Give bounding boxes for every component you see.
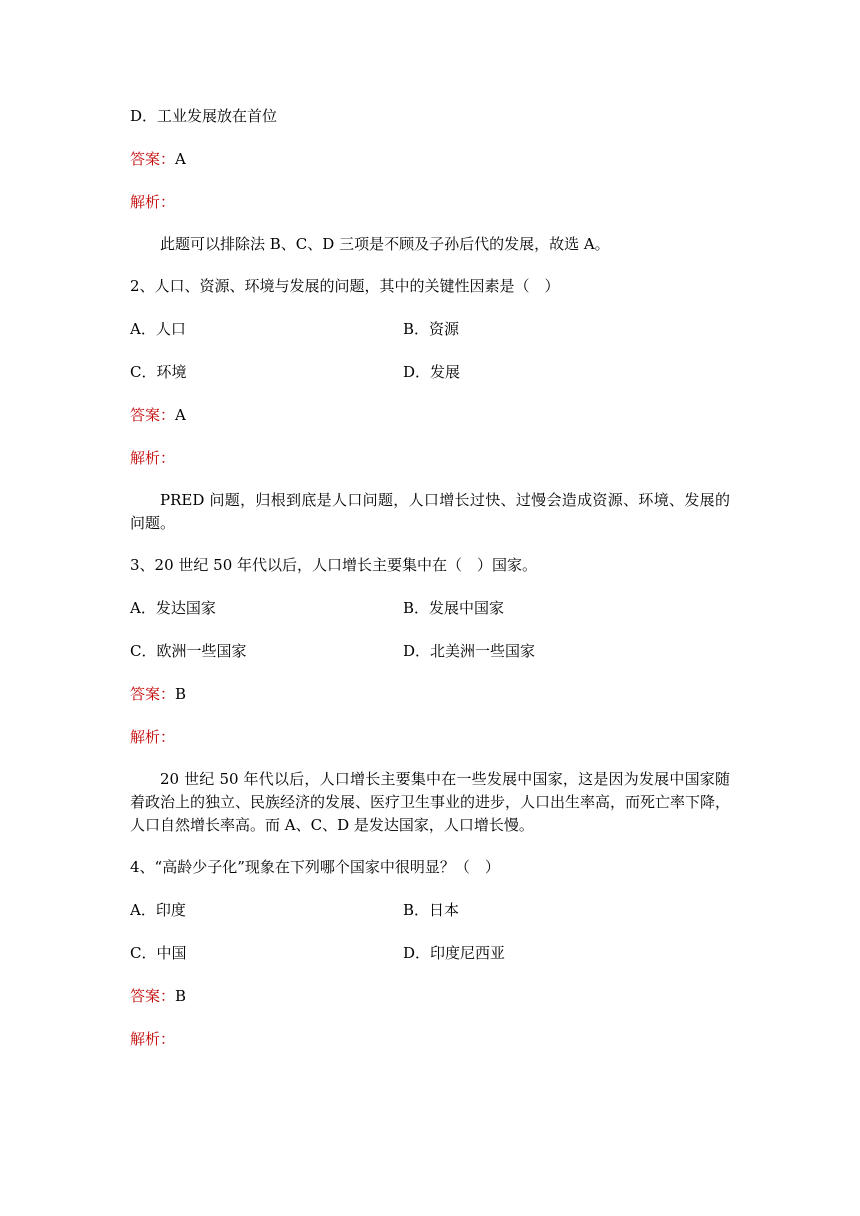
q2-answer-value: A xyxy=(175,406,186,424)
q4-option-b: B．日本 xyxy=(403,901,460,919)
q3-analysis-label: 解析： xyxy=(130,728,176,746)
q3-option-c: C．欧洲一些国家 xyxy=(130,642,247,660)
q3-option-b: B．发展中国家 xyxy=(403,599,505,617)
q1-analysis-label: 解析： xyxy=(130,193,176,211)
q4-option-c: C．中国 xyxy=(130,944,187,962)
q1-answer-value: A xyxy=(175,150,186,168)
q1-answer xyxy=(130,149,186,169)
q3-stem: 3、20 世纪 50 年代以后，人口增长主要集中在（ ）国家。 xyxy=(130,556,538,574)
q3-option-a: A．发达国家 xyxy=(130,599,216,617)
q4-stem: 4、“高龄少子化”现象在下列哪个国家中很明显？（ ） xyxy=(130,858,500,876)
q2-option-a: A．人口 xyxy=(130,320,186,338)
q2-analysis-label: 解析： xyxy=(130,449,176,467)
q1-option-d: D．工业发展放在首位 xyxy=(130,107,278,125)
q1-answer-label: 答案： xyxy=(130,150,176,168)
q4-option-d: D．印度尼西亚 xyxy=(403,944,506,962)
q3-answer-value: B xyxy=(175,685,187,703)
q2-answer xyxy=(130,405,186,425)
q2-stem: 2、人口、资源、环境与发展的问题，其中的关键性因素是（ ） xyxy=(130,277,560,295)
q2-option-b: B．资源 xyxy=(403,320,460,338)
q3-option-d: D．北美洲一些国家 xyxy=(403,642,536,660)
q4-answer-value: B xyxy=(175,987,187,1005)
q2-answer-label: 答案： xyxy=(130,406,176,424)
q2-option-d: D．发展 xyxy=(403,363,461,381)
q3-analysis: 20 世纪 50 年代以后，人口增长主要集中在一些发展中国家，这是因为发展中国家随着政治上的独立、民族经济的发展、医疗卫生事业的进步，人口出生率高，而死亡率下降，人口自然增长率高。而 A、C、D 是发达国家，人口增长慢。 xyxy=(130,770,731,834)
q2-analysis: PRED 问题，归根到底是人口问题，人口增长过快、过慢会造成资源、环境、发展的问题。 xyxy=(130,491,730,532)
q3-answer-label: 答案： xyxy=(130,685,176,703)
q1-analysis: 此题可以排除法 B、C、D 三项是不顾及子孙后代的发展，故选 A。 xyxy=(160,235,610,253)
q4-analysis-label: 解析： xyxy=(130,1030,176,1048)
q2-option-c: C．环境 xyxy=(130,363,187,381)
q4-option-a: A．印度 xyxy=(130,901,186,919)
q4-answer xyxy=(130,986,186,1006)
q3-answer xyxy=(130,684,186,704)
q4-answer-label: 答案： xyxy=(130,987,176,1005)
